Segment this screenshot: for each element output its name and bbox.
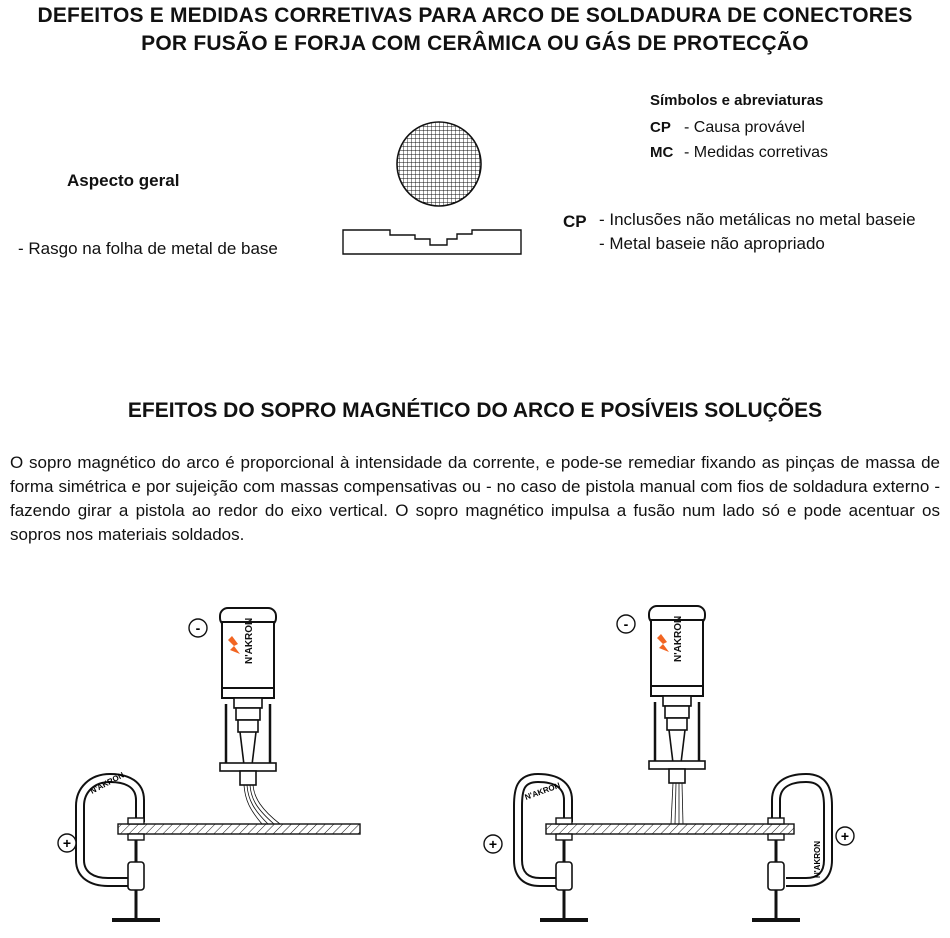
cause-item: - Inclusões não metálicas no metal baseie [599,210,916,229]
cp-label: CP [563,212,587,231]
minus-icon [189,619,207,637]
workpiece-plate [546,824,794,834]
ground-clamp-left [518,778,588,920]
weld-top-view [397,122,481,206]
clamp-brand-label: N'AKRON [813,840,822,878]
welding-gun [649,606,705,824]
plus-icon [484,835,502,853]
workpiece-plate [118,824,360,834]
svg-text:+: + [840,828,850,844]
legend-abbr: CP [650,119,671,136]
brand-label: N'AKRON [244,617,255,664]
svg-text:-: - [195,620,201,636]
magnetic-paragraph: O sopro magnético do arco é proporcional à intensidade da corrente, e pode-se remediar fixando as pinças de massa de forma simétrica e por sujeição com massas compensativas ou - no caso de pistola manual com fios de soldadura externo - fazendo girar a pistola ao redor do eixo vertical. O sopro magnético impulsa a fusão num lado só e pode acentuar os sopros nos materiais soldados. [10,453,940,544]
page-title-line2: POR FUSÃO E FORJA COM CERÂMICA OU GÁS DE PROTECÇÃO [141,32,809,55]
diagram-double-clamp [470,600,890,935]
page-title-line1: DEFEITOS E MEDIDAS CORRETIVAS PARA ARCO DE SOLDADURA DE CONECTORES [37,4,913,27]
defect-description: - Rasgo na folha de metal de base [18,239,278,258]
aspect-label: Aspecto geral [67,171,180,190]
section-title: EFEITOS DO SOPRO MAGNÉTICO DO ARCO E POSÍVEIS SOLUÇÕES [127,399,823,422]
ground-clamp-right [752,778,828,920]
ground-clamp [80,770,160,920]
welding-gun [220,608,280,824]
legend-item-cp [650,119,805,137]
weld-cross-section [343,230,521,254]
brand-label: N'AKRON [673,615,684,662]
defect-illustration [335,118,535,258]
legend-text: - Medidas corretivas [684,144,829,161]
cause-item: - Metal baseie não apropriado [599,234,825,253]
legend-item-mc [650,144,828,162]
legend-title: Símbolos e abreviaturas [650,92,824,109]
clamp-brand-label: N'AKRON [88,770,126,796]
svg-text:-: - [623,616,629,632]
legend-abbr: MC [650,144,674,161]
diagram-single-clamp [40,600,460,935]
plus-icon [58,834,76,852]
clamp-brand-label: N'AKRON [523,780,562,802]
minus-icon [617,615,635,633]
svg-text:+: + [62,835,72,851]
svg-text:+: + [488,836,498,852]
legend-text: - Causa provável [684,119,805,136]
plus-icon [836,827,854,845]
